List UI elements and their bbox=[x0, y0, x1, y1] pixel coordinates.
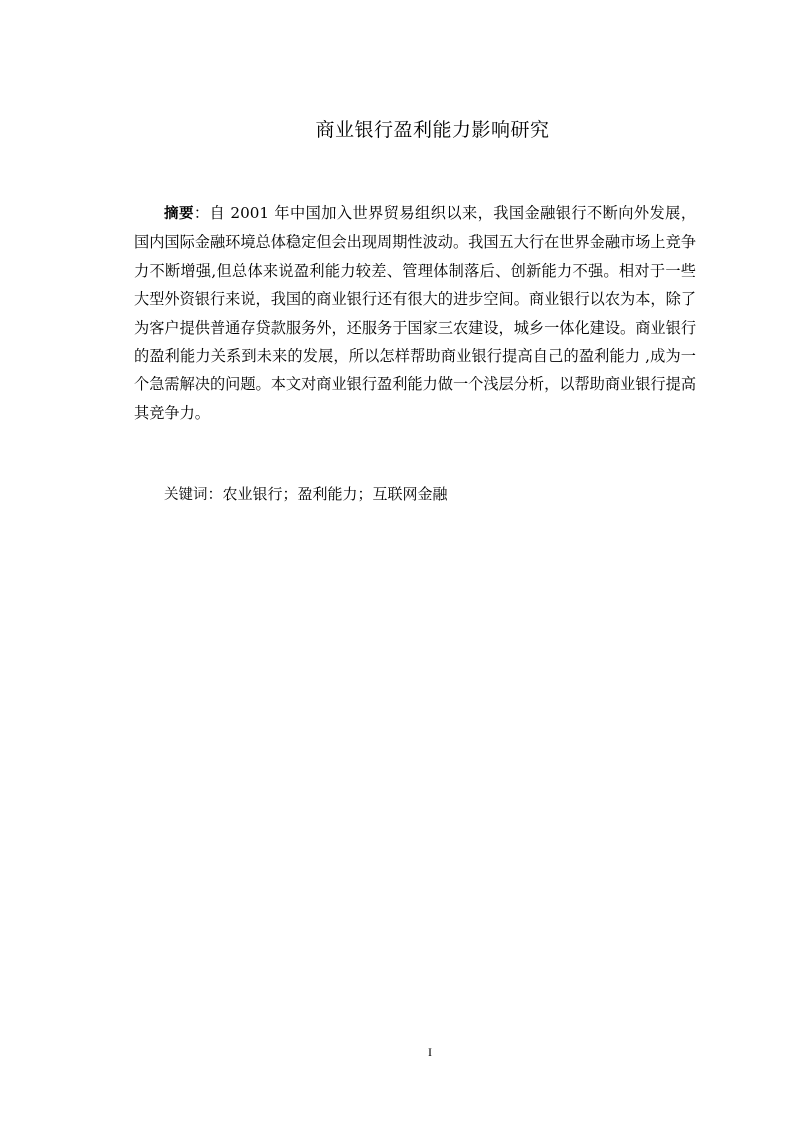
keywords-line bbox=[164, 482, 448, 507]
keywords-label: 关键词 bbox=[164, 487, 208, 503]
keywords-text: 农业银行；盈利能力；互联网金融 bbox=[222, 485, 448, 503]
abstract-label: 摘要 bbox=[164, 206, 194, 222]
keywords-separator: ： bbox=[207, 485, 223, 503]
abstract-paragraph bbox=[134, 199, 696, 427]
abstract-text: 自 2001 年中国加入世界贸易组织以来，我国金融银行不断向外发展，国内国际金融环境总体稳定但会出现周期性波动。我国五大行在世界金融市场上竞争力不断增强,但总体来说盈利能力较差、管理体制落后、创新能力不强。相对于一些大型外资银行来说，我国的商业银行还有很大的进步空间。商业银行以农为本，除了为客户提供普通存贷款服务外，还服务于国家三农建设，城乡一体化建设。商业银行的盈利能力关系到未来的发展，所以怎样帮助商业银行提高自己的盈利能力 ,成为一个急需解决的问题。本文对商业银行盈利能力做一个浅层分析，以帮助商业银行提高其竞争力。 bbox=[134, 204, 697, 422]
abstract-separator: ： bbox=[193, 204, 210, 222]
document-title: 商业银行盈利能力影响研究 bbox=[315, 119, 550, 141]
page-number: I bbox=[428, 1045, 432, 1059]
